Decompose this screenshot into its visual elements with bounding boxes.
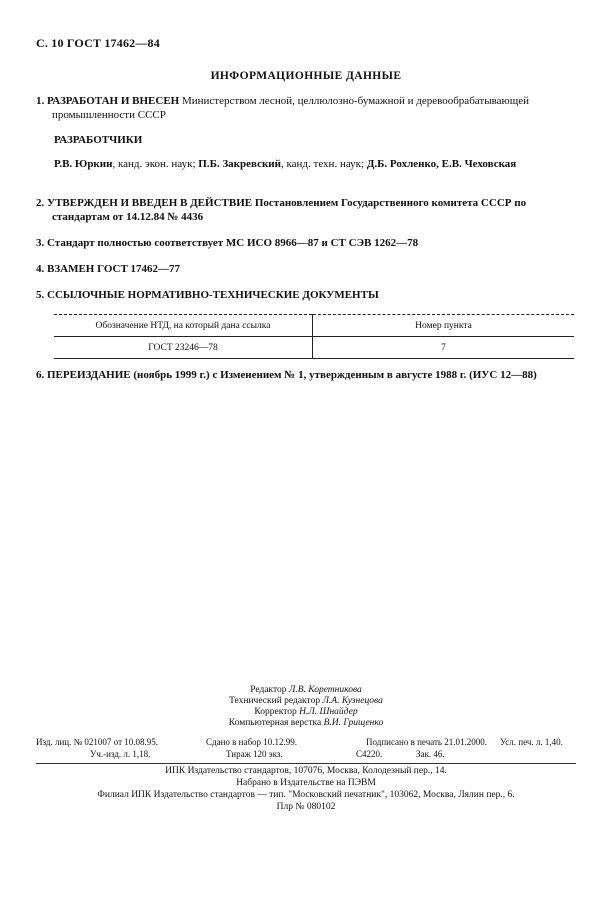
item-number: 3. <box>36 237 45 249</box>
credit-name: Н.Л. Шнайдер <box>299 707 358 717</box>
item-heading: УТВЕРЖДЕН И ВВЕДЕН В ДЕЙСТВИЕ <box>47 197 253 209</box>
imprint-signed: Подписано в печать 21.01.2000. <box>366 737 488 747</box>
page-title: ИНФОРМАЦИОННЫЕ ДАННЫЕ <box>210 70 402 82</box>
typeset-note: Набрано в Издательстве на ПЭВМ <box>236 778 376 788</box>
item-approved <box>36 196 576 224</box>
item-number: 2. <box>36 197 45 209</box>
item-text: Постановлением Государственного комитета СССР по стандартам от 14.12.84 № 4436 <box>52 197 527 223</box>
item-text: ССЫЛОЧНЫЕ НОРМАТИВНО-ТЕХНИЧЕСКИЕ ДОКУМЕНТЫ <box>47 289 379 301</box>
column-header-document: Обозначение НТД, на который дана ссылка <box>54 315 313 337</box>
credit-corrector <box>0 707 612 718</box>
credit-editor <box>0 685 612 696</box>
item-replaces <box>36 262 576 276</box>
item-number: 6. <box>36 369 45 381</box>
publisher-address: ИПК Издательство стандартов, 107076, Москва, Колодезный пер., 14. <box>165 766 447 776</box>
plr-number: Плр № 080102 <box>276 802 336 812</box>
imprint-licence: Изд. лиц. № 021007 от 10.08.95. <box>36 737 158 747</box>
table-row <box>54 337 574 359</box>
credit-role: Компьютерная верстка <box>228 718 324 728</box>
item-text: (ноябрь 1999 г.) с Изменением № 1, утвержденным в августе 1988 г. (ИУС 12—88) <box>130 369 537 381</box>
developer-degree: , канд. экон. наук; <box>112 158 199 170</box>
table-cell-clause: 7 <box>313 337 575 359</box>
imprint-print-sheets: Усл. печ. л. 1,40. <box>500 737 563 747</box>
table-header-row <box>54 315 574 337</box>
page-header: С. 10 ГОСТ 17462—84 <box>36 36 160 50</box>
item-references <box>36 288 576 302</box>
printing-house: Филиал ИПК Издательство стандартов — тип. "Московский печатник", 103062, Москва, Лялин пер., 6. <box>97 790 515 800</box>
credit-layout <box>0 718 612 729</box>
developers-list <box>54 157 574 171</box>
item-conformity <box>36 236 576 250</box>
developer-name: Р.В. Юркин <box>54 158 113 170</box>
column-header-clause: Номер пункта <box>313 315 575 337</box>
item-text: Министерством лесной, целлюлозно-бумажной и деревообрабатывающей промышленности СССР <box>52 95 529 121</box>
imprint-pub-sheets: Уч.-изд. л. 1,18. <box>90 749 151 759</box>
credit-role: Редактор <box>250 685 289 695</box>
item-text: Стандарт полностью соответствует МС ИСО 8966—87 и СТ СЭВ 1262—78 <box>47 237 419 249</box>
table-cell-document: ГОСТ 23246—78 <box>54 337 313 359</box>
divider <box>36 763 576 764</box>
credit-name: Л.В. Коретникова <box>288 685 362 695</box>
credit-role: Корректор <box>254 707 300 717</box>
credit-tech-editor <box>0 696 612 707</box>
credit-name: Л.А. Кузнецова <box>322 696 383 706</box>
item-number: 4. <box>36 263 45 275</box>
imprint-order: Зак. 46. <box>416 749 445 759</box>
imprint-code: С4220. <box>356 749 383 759</box>
item-developed-by <box>36 94 576 122</box>
item-number: 5. <box>36 289 45 301</box>
imprint-run: Тираж 120 экз. <box>226 749 283 759</box>
imprint-sent: Сдано в набор 10.12.99. <box>206 737 298 747</box>
item-reissue <box>36 368 576 382</box>
item-text: ВЗАМЕН ГОСТ 17462—77 <box>47 263 181 275</box>
item-heading: ПЕРЕИЗДАНИЕ <box>47 369 131 381</box>
references-table <box>54 314 574 359</box>
developer-name: Д.Б. Рохленко, Е.В. Чеховская <box>366 158 517 170</box>
developer-degree: , канд. техн. наук; <box>280 158 367 170</box>
credit-name: В.И. Грищенко <box>323 718 384 728</box>
credits-block <box>0 685 612 729</box>
item-heading: РАЗРАБОТАН И ВНЕСЕН <box>47 95 180 107</box>
credit-role: Технический редактор <box>229 696 323 706</box>
developers-title: РАЗРАБОТЧИКИ <box>54 134 143 146</box>
item-number: 1. <box>36 95 45 107</box>
developer-name: П.Б. Закревский <box>198 158 281 170</box>
